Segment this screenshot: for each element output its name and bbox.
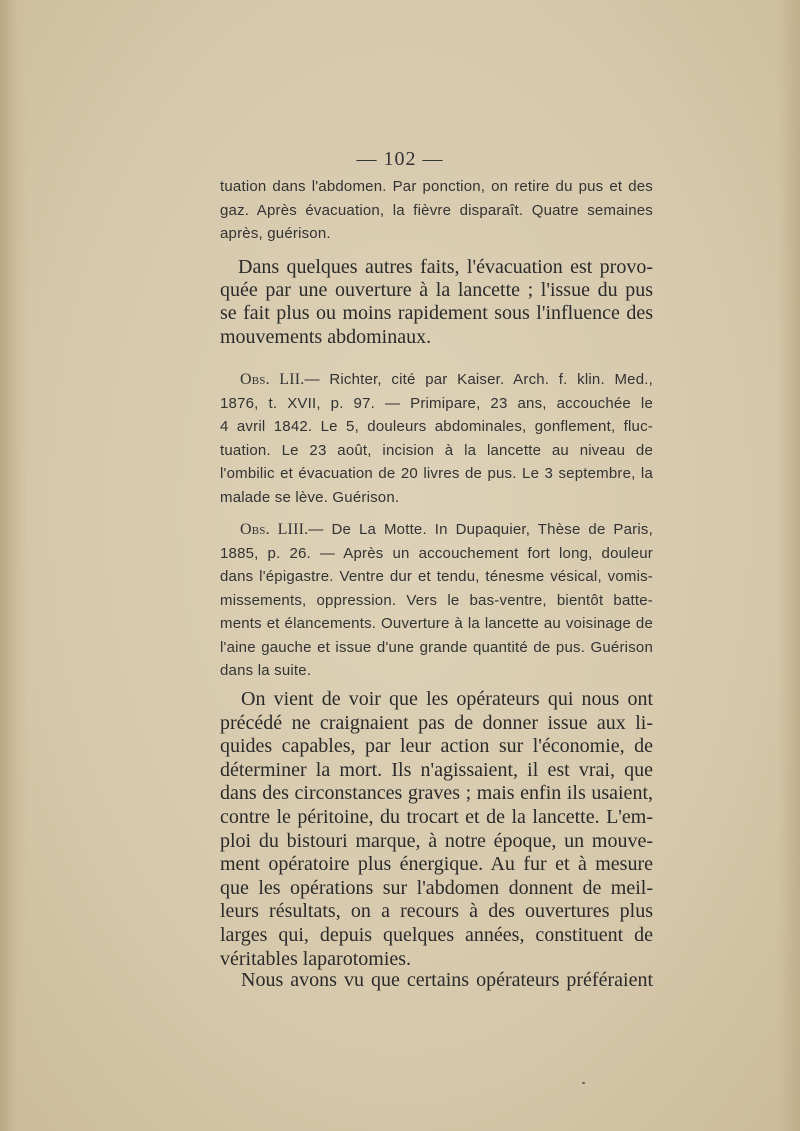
text-line (220, 518, 653, 542)
paragraph-preference (220, 969, 653, 992)
text-line: déterminer la mort. Ils n'agissaient, il est vrai, que (220, 758, 653, 781)
text-line: Nous avons vu que certains opérateurs préféraient (241, 969, 653, 991)
text-line: après, guérison. (220, 225, 331, 242)
text-line: tuation dans l'abdomen. Par ponction, on retire du pus et des (220, 178, 653, 195)
text-line: dans des circonstances graves ; mais enfin ils usaient, (220, 782, 653, 805)
text-line: précédé ne craignaient pas de donner issue aux li- (220, 711, 653, 734)
observation-lii (220, 368, 653, 509)
text-line: que les opérations sur l'abdomen donnent de meil- (220, 876, 653, 899)
text-line: dans l'épigastre. Ventre dur et tendu, ténesme vésical, vomis- (220, 568, 653, 585)
text-line: Dans quelques autres faits, l'évacuation est provo- (238, 256, 653, 278)
text-line: contre le péritoine, du trocart et de la lancette. L'em- (220, 805, 653, 828)
paper-speck (582, 1082, 585, 1084)
text-line: ments et élancements. Ouverture à la lancette au voisinage de (220, 615, 653, 632)
observation-label: Obs. LIII. (240, 521, 309, 538)
text-line: quée par une ouverture à la lancette ; l'issue du pus (220, 279, 653, 302)
text-line: se fait plus ou moins rapidement sous l'influence des (220, 302, 653, 325)
text-line: véritables laparotomies. (220, 947, 412, 970)
observation-liii (220, 518, 653, 683)
obs-li-continuation (220, 175, 653, 246)
text-line: 1885, p. 26. — Après un accouchement fort long, douleur (220, 544, 653, 562)
text-line: ment opératoire plus énergique. Au fur et à mesure (220, 853, 653, 876)
text-line: leurs résultats, on a recours à des ouvertures plus (220, 900, 653, 923)
text-line: 4 avril 1842. Le 5, douleurs abdominales, gonflement, fluc- (220, 418, 653, 435)
text-line: l'ombilic et évacuation de 20 livres de pus. Le 3 septembre, la (220, 465, 653, 482)
observation-label: Obs. LII. (240, 371, 305, 388)
paragraph-operators (220, 688, 653, 971)
text-line: dans la suite. (220, 662, 312, 679)
text-line: missements, oppression. Vers le bas-ventre, bientôt batte- (220, 591, 653, 609)
observation-text: — Richter, cité par Kaiser. Arch. f. klin. Med., (304, 371, 653, 388)
text-line: 1876, t. XVII, p. 97. — Primipare, 23 ans, accouchée le (220, 394, 653, 412)
text-line: On vient de voir que les opérateurs qui nous ont (241, 688, 653, 710)
text-line: malade se lève. Guérison. (220, 488, 400, 506)
text-line: ploi du bistouri marque, à notre époque, un mouve- (220, 829, 653, 852)
text-line: l'aine gauche et issue d'une grande quantité de pus. Guérison (220, 638, 653, 656)
page-number: — 102 — (356, 148, 444, 170)
text-line: tuation. Le 23 août, incision à la lancette au niveau de (220, 441, 653, 459)
text-line: quides capables, par leur action sur l'économie, de (220, 735, 653, 758)
text-line (220, 368, 653, 392)
text-line: larges qui, depuis quelques années, constituent de (220, 923, 653, 946)
observation-text: — De La Motte. In Dupaquier, Thèse de Paris, (308, 521, 653, 538)
text-line: mouvements abdominaux. (220, 325, 432, 348)
paragraph-evacuation (220, 256, 653, 349)
text-line: gaz. Après évacuation, la fièvre disparaît. Quatre semaines (220, 201, 653, 219)
